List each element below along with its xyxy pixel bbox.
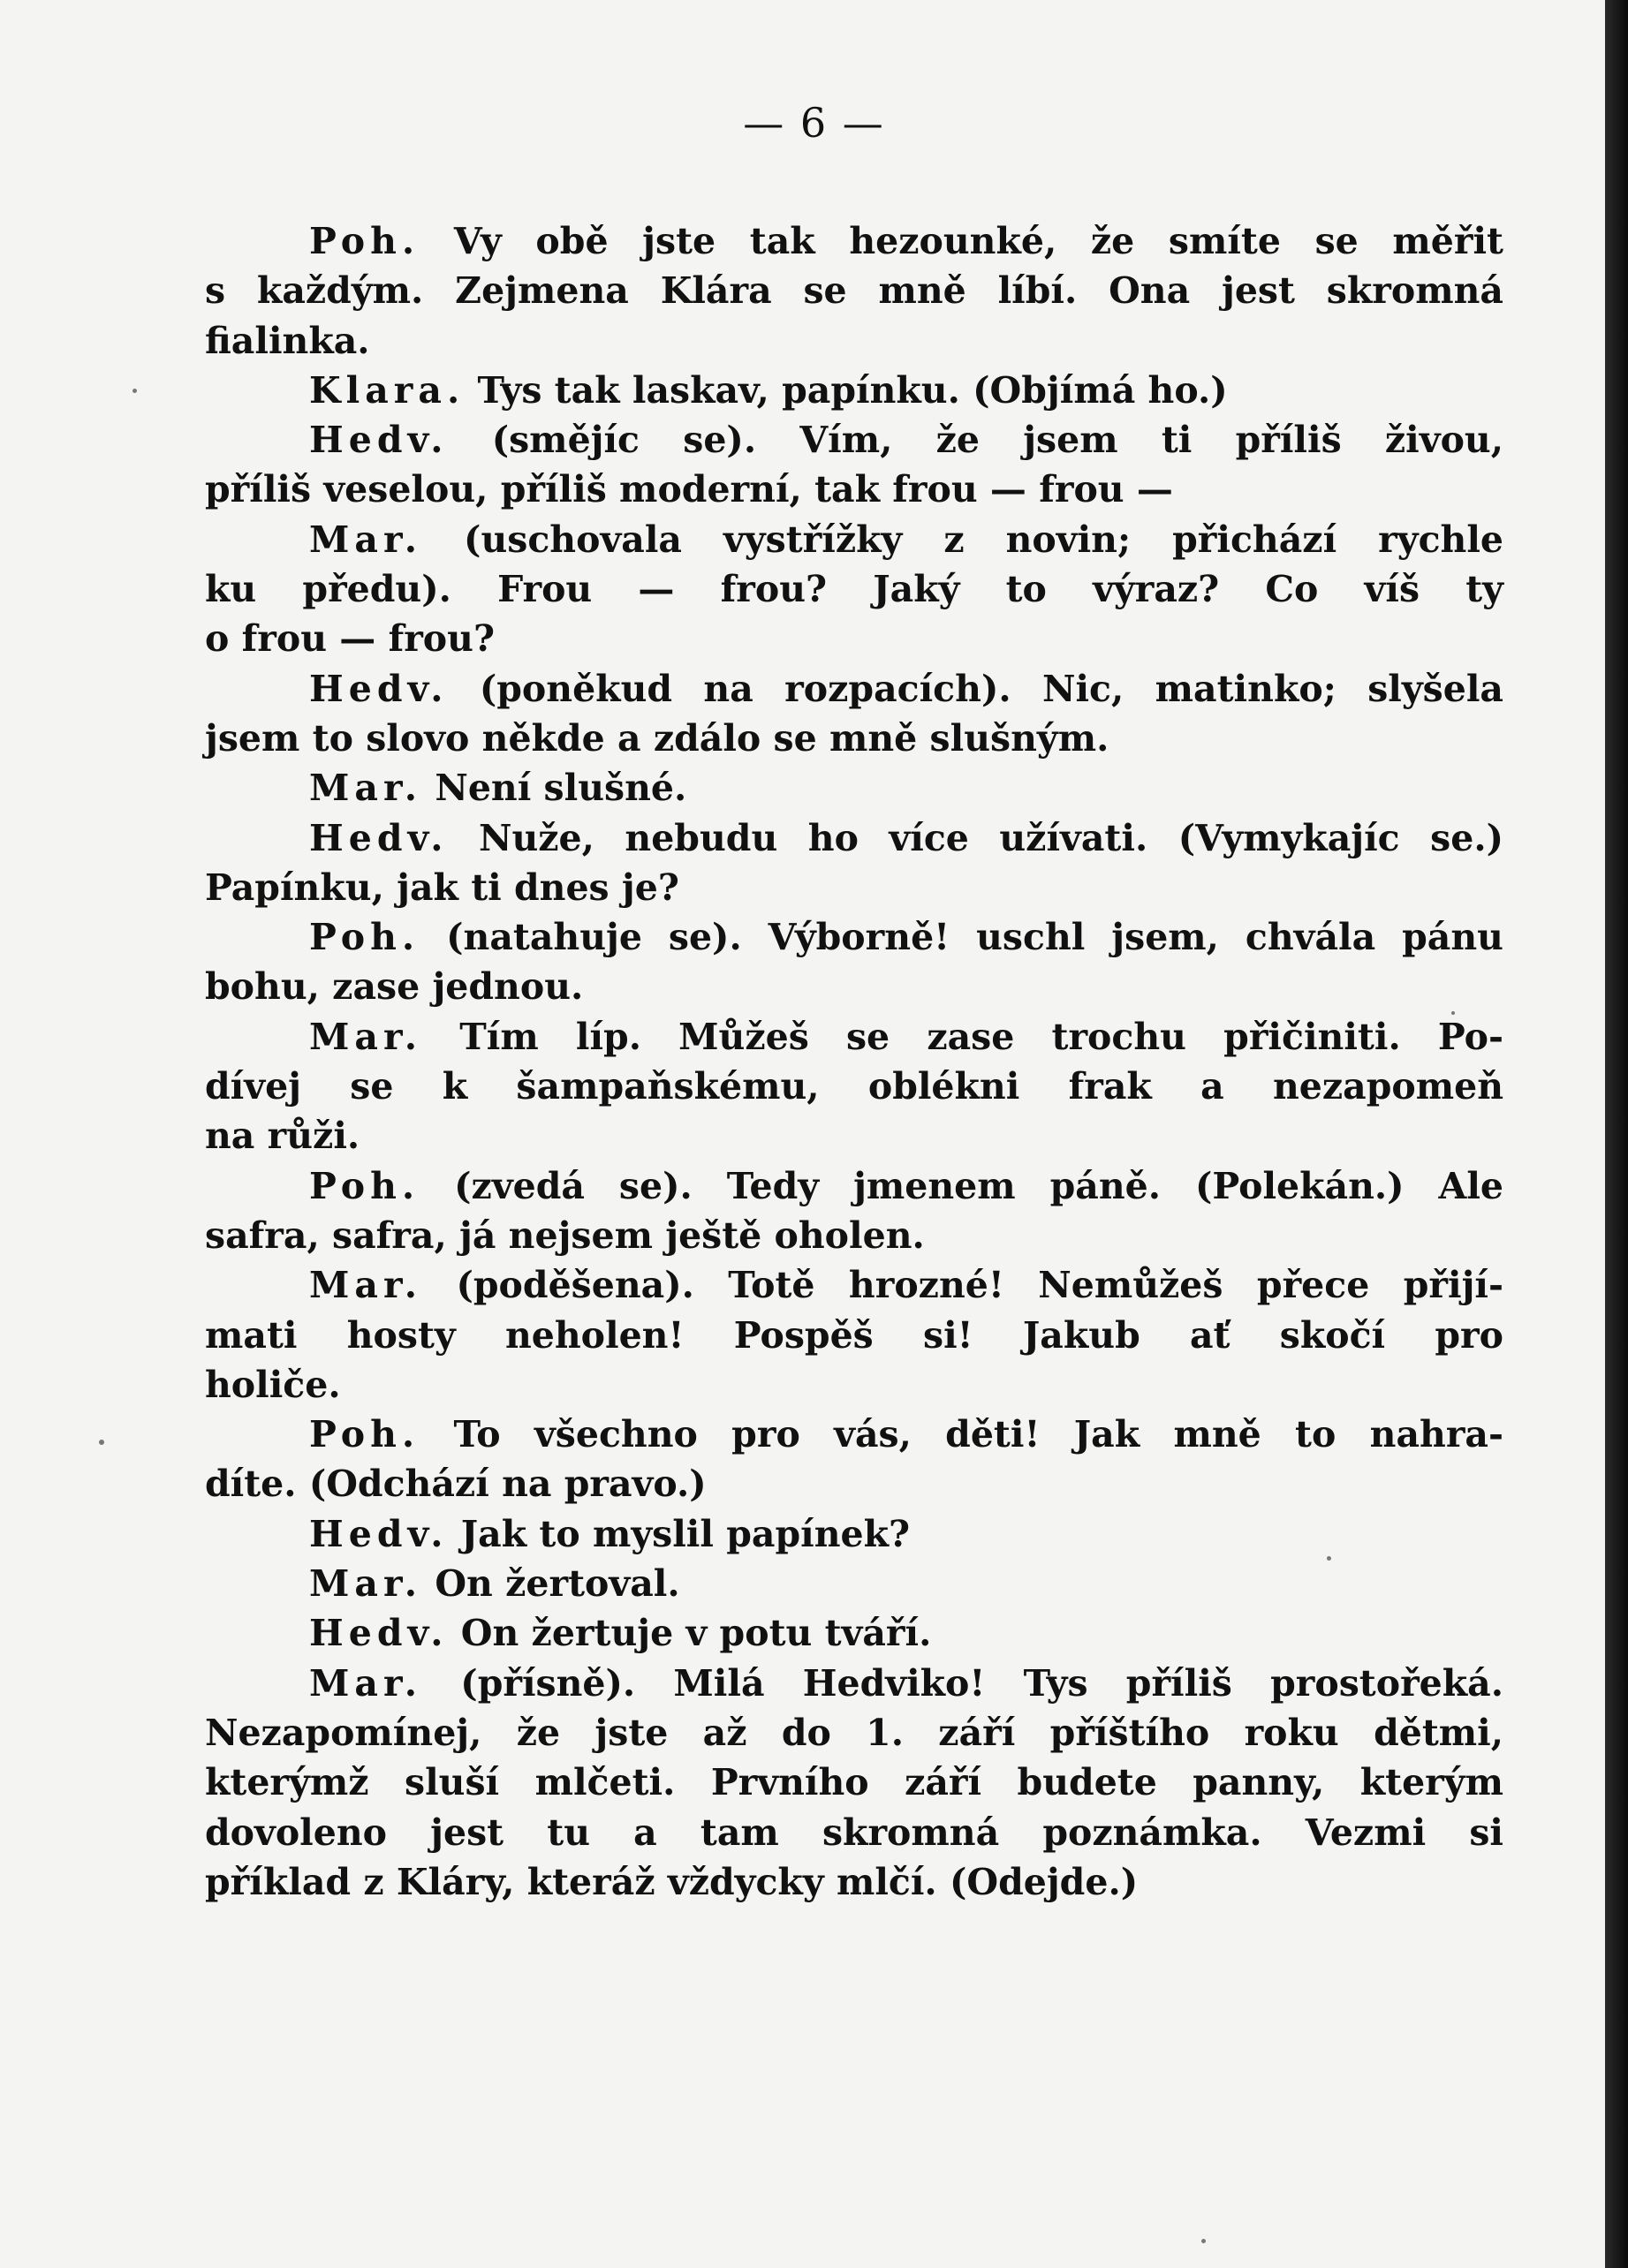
line-text: (poněkud na rozpacích). Nic, matinko; slyšela: [448, 667, 1503, 710]
text-line: [205, 1161, 1503, 1211]
text-line: [205, 1062, 1503, 1111]
line-text: To všechno pro vás, děti! Jak mně to nahra-: [420, 1413, 1503, 1456]
speaker-name: Hedv.: [309, 667, 449, 710]
page-text: [205, 216, 1503, 1907]
line-text: mati hosty neholen! Pospěš si! Jakub ať skočí pro: [205, 1313, 1503, 1357]
speaker-name: Poh.: [309, 916, 420, 959]
line-text: bohu, zase jednou.: [205, 965, 584, 1009]
speaker-name: Hedv.: [309, 419, 449, 462]
line-text: (zvedá se). Tedy jmenem páně. (Polekán.) Ale: [420, 1164, 1503, 1207]
print-speck: [99, 1440, 104, 1445]
line-text: Jak to myslil papínek?: [448, 1512, 911, 1555]
text-line: [205, 1012, 1503, 1062]
line-text: Papínku, jak ti dnes je?: [205, 866, 679, 909]
page-number: — 6 —: [743, 99, 885, 147]
line-text: (natahuje se). Výborně! uschl jsem, chvála pánu: [420, 916, 1503, 959]
speaker-name: Hedv.: [309, 1512, 449, 1555]
line-text: díte. (Odchází na pravo.): [205, 1463, 707, 1506]
speaker-name: Mar.: [309, 518, 423, 561]
line-text: příliš veselou, příliš moderní, tak frou — frou —: [205, 468, 1173, 511]
text-line: [205, 564, 1503, 614]
text-line: [205, 1758, 1503, 1807]
text-line: [205, 1459, 1503, 1508]
text-line: [205, 813, 1503, 863]
speaker-name: Mar.: [309, 1015, 423, 1058]
line-text: jsem to slovo někde a zdálo se mně slušným.: [205, 716, 1109, 760]
line-text: safra, safra, já nejsem ještě oholen.: [205, 1213, 925, 1257]
text-line: [205, 266, 1503, 315]
line-text: dovoleno jest tu a tam skromná poznámka. Vezmi si: [205, 1811, 1503, 1854]
line-text: (uschovala vystřížky z novin; přichází rychle: [422, 518, 1503, 561]
print-speck: [1201, 2239, 1206, 2243]
page-edge-shadow: [1605, 0, 1628, 2268]
text-line: [205, 1360, 1503, 1410]
line-text: (přísně). Milá Hedviko! Tys příliš prostořeká.: [422, 1661, 1503, 1705]
text-line: [205, 1509, 1503, 1559]
line-text: Nuže, nebudu ho více užívati. (Vymykajíc se.): [448, 816, 1503, 859]
line-text: Vy obě jste tak hezounké, že smíte se měřit: [420, 220, 1503, 262]
line-text: Nezapomínej, že jste až do 1. září příštího roku dětmi,: [205, 1711, 1503, 1754]
line-text: Není slušné.: [422, 767, 687, 810]
line-text: Tím líp. Můžeš se zase trochu přičiniti. Po-: [422, 1015, 1503, 1058]
line-text: na růži.: [205, 1115, 360, 1158]
speaker-name: Hedv.: [309, 816, 449, 859]
line-text: On žertuje v potu tváří.: [448, 1612, 932, 1655]
speaker-name: Mar.: [309, 1562, 423, 1606]
speaker-name: Hedv.: [309, 1612, 449, 1655]
line-text: (smějíc se). Vím, že jsem ti příliš živou,: [448, 419, 1503, 462]
line-text: On žertoval.: [422, 1562, 680, 1606]
text-line: [205, 912, 1503, 962]
text-line: [205, 1410, 1503, 1459]
text-line: [205, 1260, 1503, 1310]
text-line: [205, 316, 1503, 366]
print-speck: [133, 389, 137, 393]
text-line: [205, 366, 1503, 415]
text-line: [205, 1111, 1503, 1160]
line-text: o frou — frou?: [205, 617, 495, 661]
line-text: Tys tak laskav, papínku. (Objímá ho.): [465, 368, 1228, 412]
line-text: kterýmž sluší mlčeti. Prvního září budete panny, kterým: [205, 1761, 1503, 1804]
text-line: [205, 465, 1503, 514]
text-line: [205, 664, 1503, 714]
speaker-name: Klara.: [309, 368, 466, 412]
text-line: [205, 1708, 1503, 1758]
print-speck: [1327, 1556, 1331, 1561]
text-line: [205, 763, 1503, 813]
text-line: [205, 863, 1503, 912]
line-text: dívej se k šampaňskému, oblékni frak a nezapomeň: [205, 1065, 1503, 1108]
text-line: [205, 216, 1503, 266]
text-line: [205, 1659, 1503, 1708]
line-text: fialinka.: [205, 319, 370, 362]
speaker-name: Mar.: [309, 1264, 423, 1307]
text-line: [205, 1808, 1503, 1857]
line-text: holiče.: [205, 1363, 341, 1406]
speaker-name: Poh.: [309, 1164, 420, 1207]
text-line: [205, 962, 1503, 1011]
text-line: [205, 714, 1503, 763]
speaker-name: Mar.: [309, 1661, 423, 1705]
text-line: [205, 415, 1503, 465]
text-line: [205, 1857, 1503, 1907]
text-line: [205, 1311, 1503, 1360]
line-text: (poděšena). Totě hrozné! Nemůžeš přece přijí-: [422, 1264, 1503, 1307]
text-line: [205, 1608, 1503, 1658]
speaker-name: Poh.: [309, 1413, 420, 1456]
text-line: [205, 1211, 1503, 1260]
text-line: [205, 515, 1503, 564]
line-text: s každým. Zejmena Klára se mně líbí. Ona jest skromná: [205, 269, 1503, 313]
speaker-name: Mar.: [309, 767, 423, 810]
speaker-name: Poh.: [309, 220, 420, 262]
print-speck: [1451, 1011, 1455, 1015]
line-text: ku předu). Frou — frou? Jaký to výraz? Co víš ty: [205, 568, 1503, 611]
text-line: [205, 614, 1503, 663]
line-text: příklad z Kláry, kteráž vždycky mlčí. (Odejde.): [205, 1860, 1139, 1903]
text-line: [205, 1559, 1503, 1608]
